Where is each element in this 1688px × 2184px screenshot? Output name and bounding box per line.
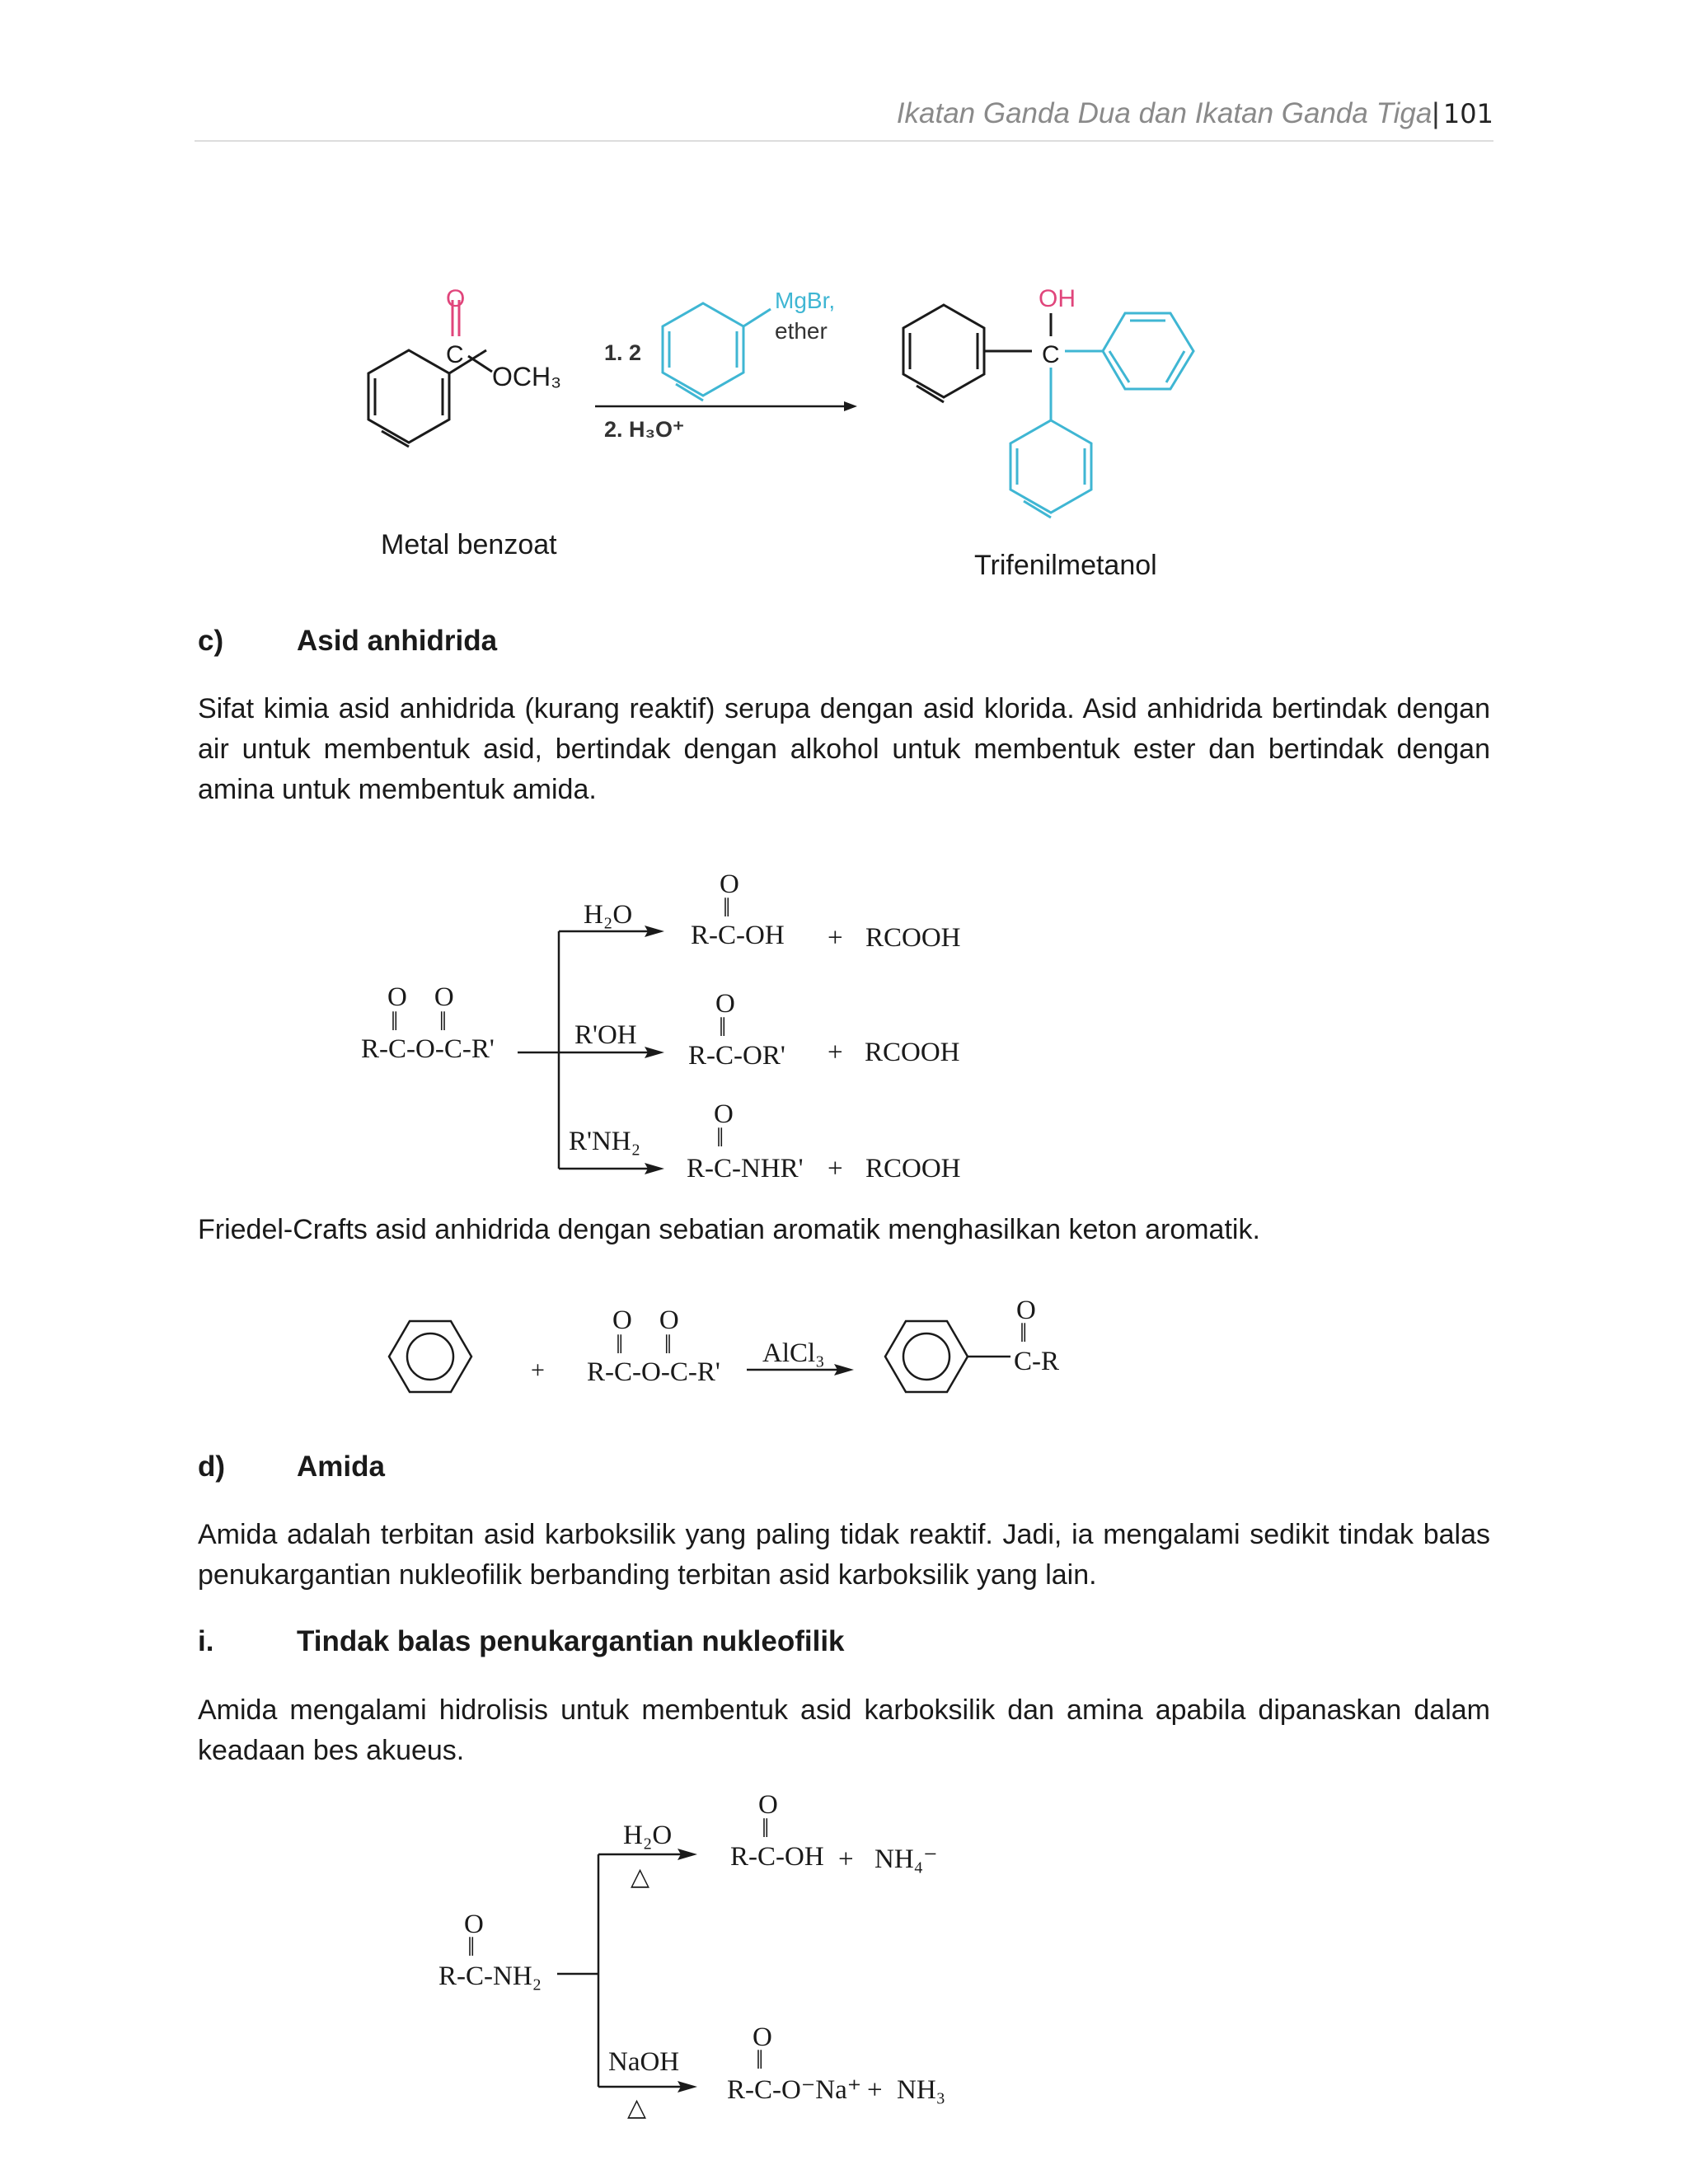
heat-icon: △: [631, 1863, 650, 1891]
branch3-plus: +: [828, 1154, 843, 1183]
center-c-label: C: [1042, 341, 1060, 368]
amide-bottom-byproduct: NH₃: [897, 2075, 946, 2105]
branch2-reagent: R'OH: [574, 1020, 637, 1050]
mgbr-label: MgBr,: [775, 288, 836, 313]
section-c-title: Asid anhidrida: [297, 625, 498, 657]
branch1-byproduct: RCOOH: [865, 923, 961, 953]
subsection-i-paragraph: Amida mengalami hidrolisis untuk membentuk asid karboksilik dan amina apabila dipanaskan dalam keadaan bes akueus.: [198, 1694, 1490, 1766]
branch3-product: R-C-NHR': [687, 1154, 804, 1183]
amide-top-reagent: H₂O: [623, 1821, 673, 1850]
amide-bottom-db: ‖: [756, 2046, 764, 2075]
reactant-name: Metal benzoat: [381, 529, 557, 560]
branch2-db: ‖: [719, 1013, 727, 1043]
amide-bottom-reagent: NaOH: [608, 2047, 680, 2077]
amide-top-db: ‖: [762, 1814, 770, 1844]
branch3-byproduct: RCOOH: [865, 1154, 961, 1183]
branch2-product: R-C-OR': [688, 1041, 785, 1071]
fc-anhydride-db: ‖ ‖: [616, 1330, 673, 1360]
branch1-reagent: H₂O: [584, 900, 633, 930]
fc-product-db: ‖: [1020, 1319, 1028, 1348]
friedel-crafts-text: Friedel-Crafts asid anhidrida dengan sebatian aromatik menghasilkan keton aromatik.: [198, 1214, 1260, 1245]
branch2-o: O: [715, 989, 735, 1019]
header-separator: |: [1432, 97, 1440, 129]
branch3-o: O: [714, 1099, 734, 1129]
amide-reactant: R-C-NH₂: [438, 1961, 542, 1991]
product-name: Trifenilmetanol: [974, 550, 1157, 581]
section-d-paragraph: Amida adalah terbitan asid karboksilik yang paling tidak reaktif. Jadi, ia mengalami sedikit tindak balas penukargantian nukleofilik berbanding terbitan asid karboksilik yang lain.: [198, 1519, 1490, 1591]
amide-top-byproduct: NH₄⁻: [874, 1844, 938, 1874]
section-c-label: c): [198, 625, 224, 657]
section-d-title: Amida: [297, 1451, 385, 1483]
ether-label: ether: [775, 318, 828, 344]
branch3-db: ‖: [716, 1123, 724, 1153]
heat-icon: △: [627, 2093, 647, 2122]
oh-label: OH: [1039, 285, 1076, 312]
fc-product-o: O: [1016, 1296, 1036, 1325]
branch2-byproduct: RCOOH: [865, 1038, 960, 1067]
branch1-plus: +: [828, 923, 843, 953]
carbonyl-c-label: C: [446, 341, 464, 368]
header-title: Ikatan Ganda Dua dan Ikatan Ganda Tiga: [896, 97, 1432, 129]
section-c-paragraph: Sifat kimia asid anhidrida (kurang reaktif) serupa dengan asid klorida. Asid anhidrida bertindak dengan air untuk membentuk asid, bertindak dengan alkohol untuk membentuk ester dan bertindak dengan amina untuk membentuk amida.: [198, 693, 1490, 805]
amide-top-product: R-C-OH: [730, 1842, 824, 1872]
fc-anhydride: R-C-O-C-R': [587, 1357, 720, 1387]
step1-label: 1. 2: [604, 340, 642, 365]
section-d-label: d): [198, 1451, 226, 1483]
amide-bottom-o: O: [753, 2022, 772, 2052]
fc-catalyst: AlCl₃: [762, 1338, 825, 1368]
subsection-i-label: i.: [198, 1625, 214, 1657]
anhydride-reactant: R-C-O-C-R': [361, 1034, 495, 1064]
amide-bottom-product: R-C-O⁻Na⁺: [727, 2075, 862, 2105]
amide-top-o: O: [758, 1790, 778, 1820]
och3-label: OCH₃: [492, 362, 562, 391]
branch1-db: ‖: [723, 893, 731, 923]
branch1-o: O: [720, 869, 739, 899]
amide-bottom-plus: +: [867, 2075, 883, 2105]
branch2-plus: +: [828, 1038, 843, 1067]
amide-o: O: [464, 1910, 484, 1939]
reactant-o-labels: O O: [387, 982, 454, 1012]
fc-anhydride-o: O O: [612, 1305, 679, 1335]
branch3-reagent: R'NH₂: [569, 1127, 641, 1156]
carbonyl-o-label: O: [446, 285, 466, 312]
fc-plus: +: [531, 1357, 545, 1384]
fc-product-group: C-R: [1014, 1347, 1060, 1376]
page-number: 101: [1442, 98, 1493, 129]
reactant-double-bonds: ‖ ‖: [391, 1007, 448, 1037]
step2-label: 2. H₃O⁺: [604, 417, 685, 442]
branch1-product: R-C-OH: [691, 921, 785, 950]
amide-db: ‖: [467, 1933, 476, 1962]
subsection-i-title: Tindak balas penukargantian nukleofilik: [297, 1625, 845, 1657]
amide-top-plus: +: [838, 1844, 854, 1874]
